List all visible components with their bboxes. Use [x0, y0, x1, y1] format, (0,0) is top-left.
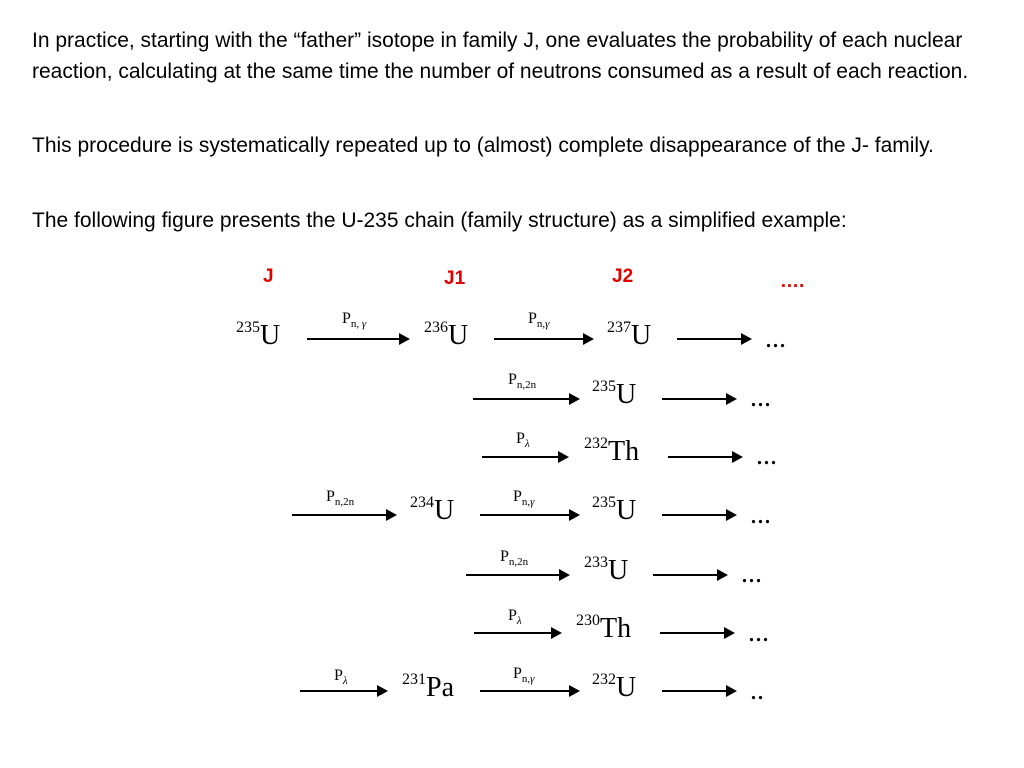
nuclide-u236: $^{236}$U: [424, 319, 469, 351]
paragraph-intro: In practice, starting with the “father” isotope in family J, one evaluates the probability of each nuclear reaction, calculating at the same time the number of neutrons consumed as a result of each reaction.: [32, 29, 969, 83]
prob-label-n-gamma: $P_{n, \gamma}$: [342, 310, 367, 330]
nuclide-u237: $^{237}$U: [607, 319, 652, 351]
prob-label-n-gamma: $P_{n,\gamma}$: [513, 665, 535, 685]
prob-label-n2n: $P_{n,2n}$: [500, 548, 529, 568]
paragraph-figure-intro: The following figure presents the U-235 chain (family structure) as a simplified example:: [32, 209, 847, 232]
continuation-ellipsis: ...: [765, 323, 786, 354]
nuclide-u232: $^{232}$U: [592, 671, 637, 703]
continuation-arrow: [662, 398, 734, 400]
column-label-j1: J1: [444, 268, 466, 289]
continuation-ellipsis: ...: [748, 617, 769, 648]
nuclide-u235: $^{235}$U: [592, 494, 637, 526]
reaction-arrow: [307, 338, 407, 340]
nuclide-u234: $^{234}$U: [410, 494, 455, 526]
reaction-arrow: [494, 338, 591, 340]
reaction-arrow: [473, 398, 577, 400]
nuclide-th232: $^{232}$Th: [584, 435, 640, 467]
prob-label-n-gamma: $P_{n,\gamma}$: [513, 488, 535, 508]
continuation-ellipsis: ...: [756, 440, 777, 471]
column-label-more: ….: [780, 271, 805, 292]
reaction-arrow: [466, 574, 567, 576]
reaction-arrow: [292, 514, 394, 516]
prob-label-lambda: $P_\lambda$: [508, 607, 522, 627]
continuation-arrow: [668, 456, 740, 458]
nuclide-u235: $^{235}$U: [236, 319, 281, 351]
prob-label-n-gamma: $P_{n,\gamma}$: [528, 310, 550, 330]
column-label-j2: J2: [612, 266, 634, 287]
prob-label-n2n: $P_{n,2n}$: [508, 371, 537, 391]
paragraph-procedure: This procedure is systematically repeated up to (almost) complete disappearance of the J- family.: [32, 134, 934, 157]
continuation-arrow: [653, 574, 725, 576]
continuation-ellipsis: ...: [741, 558, 762, 589]
nuclide-th230: $^{230}$Th: [576, 612, 632, 644]
reaction-arrow: [300, 690, 385, 692]
reaction-arrow: [482, 456, 566, 458]
reaction-arrow: [480, 514, 577, 516]
continuation-ellipsis: ...: [750, 499, 771, 530]
nuclide-u233: $^{233}$U: [584, 554, 629, 586]
column-label-j: J: [263, 266, 274, 287]
prob-label-n2n: $P_{n,2n}$: [326, 488, 355, 508]
continuation-arrow: [662, 690, 734, 692]
nuclide-u235: $^{235}$U: [592, 378, 637, 410]
prob-label-lambda: $P_\lambda$: [334, 667, 348, 687]
reaction-arrow: [474, 632, 559, 634]
continuation-ellipsis: ...: [750, 382, 771, 413]
nuclide-pa231: $^{231}$Pa: [402, 671, 454, 703]
continuation-arrow: [662, 514, 734, 516]
continuation-arrow: [660, 632, 732, 634]
reaction-arrow: [480, 690, 577, 692]
continuation-double-dot: ..: [750, 675, 764, 706]
prob-label-lambda: $P_\lambda$: [516, 430, 530, 450]
continuation-arrow: [677, 338, 749, 340]
